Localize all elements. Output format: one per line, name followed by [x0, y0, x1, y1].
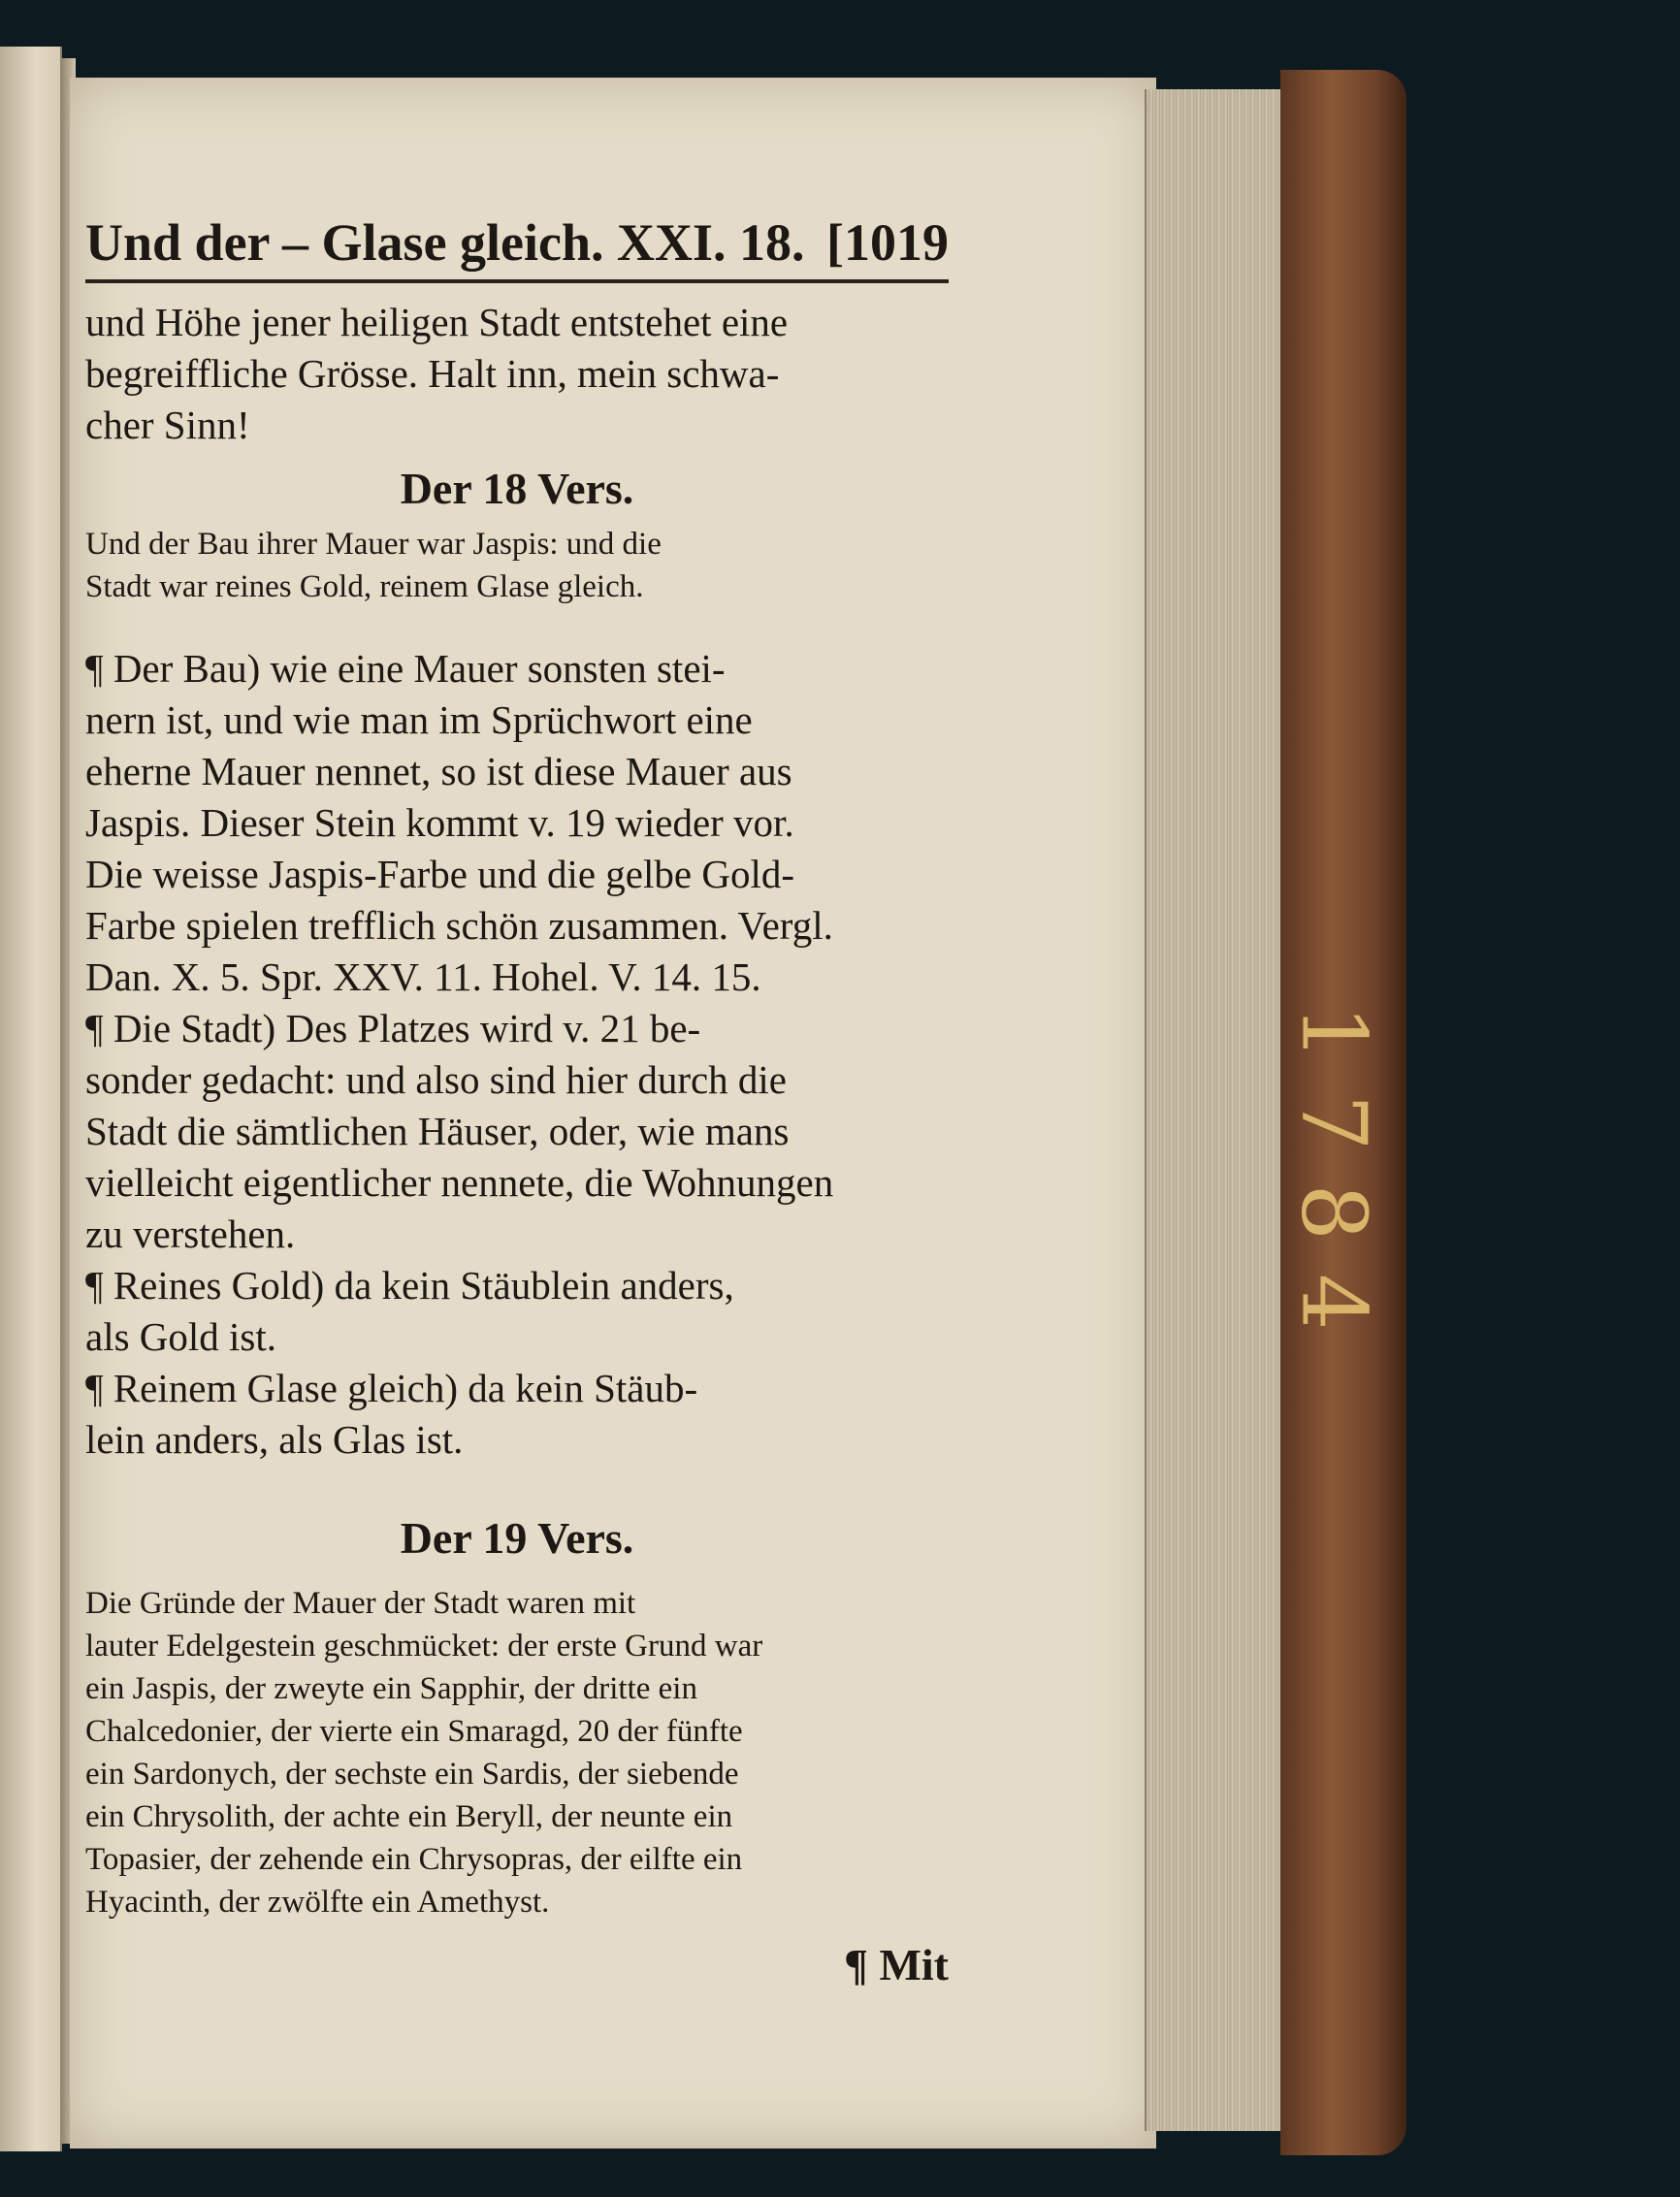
verse-line: ein Chrysolith, der achte ein Beryll, der neunte ein: [85, 1799, 733, 1834]
text-line: ¶ Reinem Glase gleich) da kein Stäub-: [85, 1366, 698, 1410]
text-line: als Gold ist.: [85, 1314, 277, 1359]
verse-line: Und der Bau ihrer Mauer war Jaspis: und die: [85, 527, 662, 562]
verse-line: Chalcedonier, der vierte ein Smaragd, 20 der fünfte: [85, 1714, 743, 1749]
text-line: Farbe spielen trefflich schön zusammen. Vergl.: [85, 903, 833, 948]
text-line: zu verstehen.: [85, 1212, 296, 1256]
text-line: lein anders, als Glas ist.: [85, 1417, 464, 1462]
text-line: ¶ Der Bau) wie eine Mauer sonsten stei-: [85, 646, 726, 691]
page-edges: [1145, 89, 1292, 2131]
commentary: [85, 643, 949, 1466]
verse-19-text: [85, 1582, 949, 1923]
text-line: Jaspis. Dieser Stein kommt v. 19 wieder vor.: [85, 800, 794, 845]
verse-line: ein Jaspis, der zweyte ein Sapphir, der dritte ein: [85, 1671, 697, 1706]
text-line: und Höhe jener heiligen Stadt entstehet eine: [85, 300, 789, 344]
page-content: [85, 211, 949, 1990]
verse-line: Topasier, der zehende ein Chrysopras, der eilfte ein: [85, 1842, 743, 1877]
verse-line: Die Gründe der Mauer der Stadt waren mit: [85, 1586, 636, 1621]
verse-18-text: [85, 523, 949, 608]
text-line: Die weisse Jaspis-Farbe und die gelbe Gold-: [85, 852, 794, 896]
page-number: [1019: [826, 213, 949, 272]
verse-18-heading: Der 18 Vers.: [400, 464, 634, 513]
text-line: sonder gedacht: und also sind hier durch die: [85, 1057, 788, 1102]
running-head-title: Und der – Glase gleich. XXI. 18.: [85, 213, 805, 272]
text-line: ¶ Die Stadt) Des Platzes wird v. 21 be-: [85, 1006, 701, 1050]
text-line: begreiffliche Grösse. Halt inn, mein schwa-: [85, 351, 780, 396]
spine-year: [1280, 912, 1387, 1455]
verse-line: lauter Edelgestein geschmücket: der erste Grund war: [85, 1629, 763, 1664]
spine-year-text: 1784: [1281, 1003, 1386, 1364]
catchword: ¶ Mit: [844, 1940, 949, 1989]
verse-19-heading: Der 19 Vers.: [400, 1513, 634, 1563]
opening-text: [85, 297, 949, 451]
text-line: eherne Mauer nennet, so ist diese Mauer aus: [85, 749, 792, 793]
text-line: nern ist, und wie man im Sprüchwort eine: [85, 697, 753, 742]
spacer: [85, 1466, 949, 1501]
text-line: vielleicht eigentlicher nennete, die Wohnungen: [85, 1160, 834, 1205]
text-line: Stadt die sämtlichen Häuser, oder, wie mans: [85, 1109, 790, 1153]
text-line: ¶ Reines Gold) da kein Stäublein anders,: [85, 1263, 734, 1308]
verse-line: ein Sardonych, der sechste ein Sardis, der siebende: [85, 1757, 739, 1792]
verse-line: Stadt war reines Gold, reinem Glase gleich.: [85, 569, 644, 604]
spacer: [85, 608, 949, 643]
text-line: cher Sinn!: [85, 403, 250, 447]
running-head: [85, 211, 949, 283]
left-page-edge: [0, 47, 62, 2151]
text-line: Dan. X. 5. Spr. XXV. 11. Hohel. V. 14. 15.: [85, 954, 761, 999]
verse-line: Hyacinth, der zwölfte ein Amethyst.: [85, 1885, 550, 1920]
